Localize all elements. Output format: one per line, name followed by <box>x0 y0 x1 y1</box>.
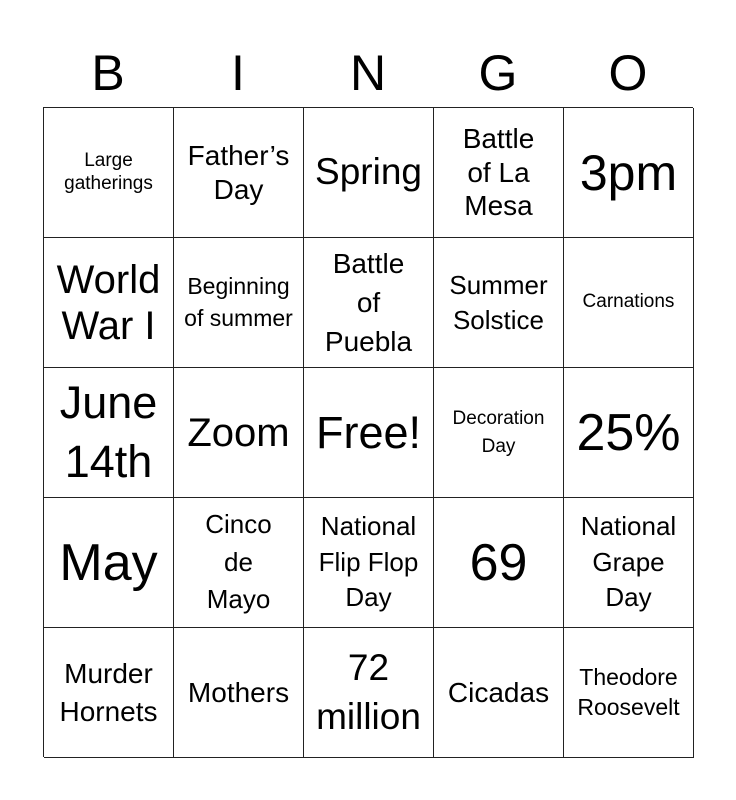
cell-label: 72 million <box>316 647 421 737</box>
bingo-cell[interactable] <box>174 498 304 628</box>
bingo-cell[interactable] <box>174 628 304 758</box>
bingo-cell[interactable] <box>304 628 434 758</box>
cell-label: Beginning of summer <box>184 273 293 331</box>
bingo-cell[interactable] <box>564 498 694 628</box>
cell-label: 69 <box>469 533 528 592</box>
cell-label: Summer Solstice <box>449 270 548 335</box>
cell-label: May <box>59 533 158 592</box>
bingo-cell[interactable] <box>434 108 564 238</box>
bingo-cell[interactable] <box>44 108 174 238</box>
bingo-cell[interactable] <box>44 368 174 498</box>
cell-label: National Flip Flop Day <box>318 510 419 613</box>
header-letter-g: G <box>478 45 518 101</box>
cell-label: 25% <box>576 403 681 462</box>
bingo-cell[interactable] <box>434 368 564 498</box>
bingo-cell[interactable] <box>564 108 694 238</box>
bingo-cell[interactable] <box>174 108 304 238</box>
header-letter-n: N <box>349 45 387 101</box>
cell-label: Decoration Day <box>452 407 545 457</box>
cell-label: Carnations <box>582 291 675 313</box>
bingo-cell[interactable] <box>304 498 434 628</box>
bingo-cell[interactable] <box>44 628 174 758</box>
bingo-header <box>43 40 693 106</box>
bingo-cell[interactable] <box>174 368 304 498</box>
cell-label: Murder Hornets <box>59 657 158 727</box>
bingo-cell[interactable] <box>44 238 174 368</box>
cell-label: Mothers <box>187 676 290 708</box>
bingo-cell[interactable] <box>304 238 434 368</box>
cell-label: National Grape Day <box>580 510 677 613</box>
cell-label: Spring <box>315 151 422 193</box>
bingo-card <box>43 107 693 757</box>
bingo-cell[interactable] <box>174 238 304 368</box>
bingo-cell[interactable] <box>434 498 564 628</box>
cell-label: Father’s Day <box>187 139 290 205</box>
cell-label: 3pm <box>579 144 678 201</box>
cell-label: Cicadas <box>447 676 550 708</box>
bingo-cell[interactable] <box>304 108 434 238</box>
header-letter-o: O <box>608 45 648 101</box>
bingo-cell[interactable] <box>44 498 174 628</box>
bingo-cell[interactable] <box>564 238 694 368</box>
cell-label: Zoom <box>187 410 290 455</box>
cell-label: Battle of La Mesa <box>462 123 535 222</box>
cell-label: Battle of Puebla <box>324 247 413 358</box>
cell-label: Large gatherings <box>64 149 153 194</box>
cell-label: Theodore Roosevelt <box>577 663 680 720</box>
header-letter-i: I <box>231 45 245 101</box>
cell-label: Cinco de Mayo <box>205 508 272 615</box>
bingo-cell[interactable] <box>434 628 564 758</box>
bingo-cell[interactable] <box>564 628 694 758</box>
cell-label: World War I <box>56 257 161 348</box>
bingo-cell[interactable] <box>434 238 564 368</box>
bingo-cell[interactable] <box>564 368 694 498</box>
cell-label: Free! <box>315 407 422 458</box>
header-letter-b: B <box>91 45 125 101</box>
bingo-cell[interactable] <box>304 368 434 498</box>
cell-label: June 14th <box>59 377 158 487</box>
